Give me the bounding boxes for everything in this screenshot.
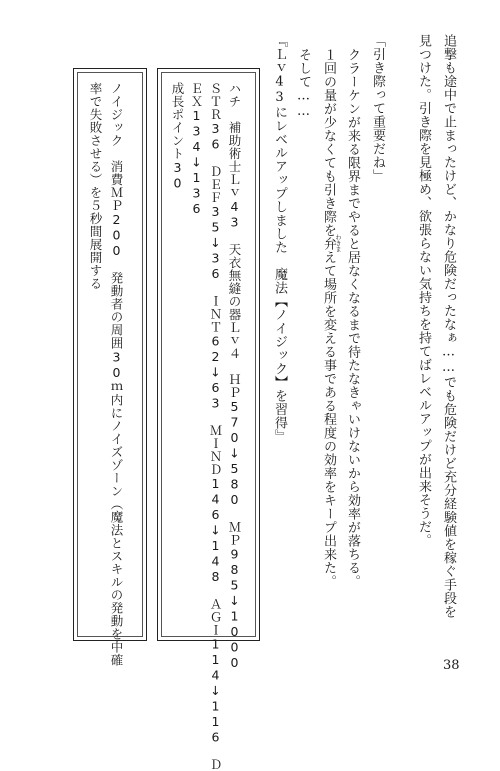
- body-line: 「引き際って重要だね」: [370, 34, 385, 183]
- status-line: 成長ポイント30: [170, 82, 185, 191]
- body-line-with-ruby: [320, 48, 341, 588]
- skill-line: 率で失敗させる）を５秒間展開する: [88, 82, 103, 290]
- page-number: 38: [443, 658, 460, 673]
- body-line: クラーケンが来る限界までやると居なくなるまで待たなきゃいけないから効率が落ちる。: [345, 48, 360, 588]
- body-line: そして……: [296, 48, 311, 120]
- status-line: ＥＸ134↓136: [189, 82, 204, 217]
- status-line: ＳＴＲ36 ＤＥＦ35↓36 ＩＮＴ62↓63 ＭＩＮＤ146↓148 ＡＧＩ114↓116 Ｄ: [208, 82, 223, 771]
- body-line: 見つけた。引き際を見極め、欲張らない気持ちを持てばレベルアップが出来そうだ。: [416, 34, 431, 547]
- body-line: 追撃も途中で止まったけど、かなり危険だったなぁ……でも危険だけど充分経験値を稼ぐ手段を: [441, 34, 456, 619]
- status-line: ハチ 補助術士Ｌｖ43 天衣無縫の器Ｌｖ４ ＨＰ570↓580 ＭＰ985↓1000: [227, 82, 242, 671]
- ruby-reading: わきま: [334, 234, 341, 252]
- body-line-part: １回の量が少なくても引き際を: [321, 48, 336, 237]
- ruby-base: 弁 わきま: [321, 234, 341, 252]
- system-message-line: 『Ｌｖ43にレベルアップしました 魔法【ノイジック】を習得』: [272, 34, 287, 443]
- skill-line: ノイジック 消費ＭＰ200 発動者の周囲30ｍ内にノイズゾーン（魔法とスキルの発動を中確: [109, 82, 124, 667]
- body-line-part: えて場所を変える事である程度の効率をキープ出来た。: [321, 250, 336, 588]
